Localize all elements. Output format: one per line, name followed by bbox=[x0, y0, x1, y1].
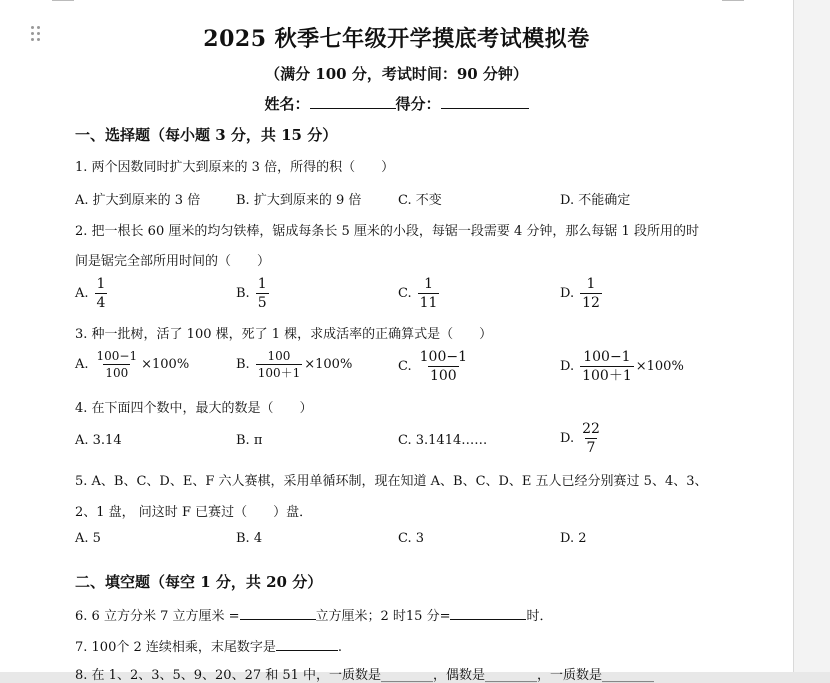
question-5-line-2: 2、1 盘， 问这时 F 已赛过（ ）盘． bbox=[75, 505, 313, 520]
q2-b-fraction bbox=[256, 277, 269, 310]
exam-title: 2025 秋季七年级开学摸底考试模拟卷 bbox=[203, 26, 590, 52]
q3-option-d bbox=[560, 350, 684, 383]
q5-option-d: D. 2 bbox=[560, 531, 587, 546]
question-3: 3. 种一批树，活了 100 棵，死了 1 棵，求成活率的正确算式是（ ） bbox=[75, 327, 493, 342]
q4-option-c: C. 3.1414…… bbox=[398, 433, 488, 448]
q6-part-1: 6. 6 立方分米 7 立方厘米 = bbox=[75, 609, 240, 624]
q4-d-fraction bbox=[580, 422, 602, 455]
q3-c-fraction bbox=[418, 350, 469, 383]
q3-b-numerator: 100 bbox=[267, 349, 291, 363]
q2-option-b bbox=[236, 277, 269, 310]
q3-option-a bbox=[75, 350, 189, 379]
q1-option-a: A. 扩大到原来的 3 倍 bbox=[75, 193, 201, 208]
q4-option-b: B. π bbox=[236, 433, 263, 448]
q5-option-a: A. 5 bbox=[75, 531, 101, 546]
q2-a-fraction bbox=[95, 277, 108, 310]
section-fill-heading: 二、填空题（每空 1 分，共 20 分） bbox=[75, 573, 323, 591]
q2-c-label: C. bbox=[398, 286, 412, 301]
name-blank[interactable] bbox=[310, 94, 396, 109]
q2-b-denominator: 5 bbox=[257, 295, 267, 311]
q2-d-denominator: 12 bbox=[582, 295, 600, 311]
q3-b-percent: ×100% bbox=[304, 357, 353, 372]
question-2-line-1: 2. 把一根长 60 厘米的均匀铁棒，锯成每条长 5 厘米的小段，每锯一段需要 4 分钟，那么每锯 1 段所用的时 bbox=[75, 224, 699, 239]
q5-option-c: C. 3 bbox=[398, 531, 425, 546]
q3-c-denominator: 100 bbox=[429, 368, 457, 384]
question-8-partial: 8. 在 1、2、3、5、9、20、27 和 51 中，一质数是________，偶数是________，一质数是________ bbox=[75, 668, 655, 683]
q3-a-label: A. bbox=[75, 357, 89, 372]
q6-part-2: 立方厘米；2 时15 分= bbox=[315, 609, 451, 624]
q5-option-b: B. 4 bbox=[236, 531, 263, 546]
q2-a-label: A. bbox=[75, 286, 89, 301]
q3-b-fraction bbox=[256, 350, 303, 379]
page-corner-mark-left bbox=[52, 0, 74, 1]
q2-option-c bbox=[398, 277, 439, 310]
q2-b-label: B. bbox=[236, 286, 250, 301]
q7-part-1: 7. 100个 2 连续相乘，末尾数字是 bbox=[75, 640, 276, 655]
q4-d-denominator: 7 bbox=[586, 440, 596, 456]
question-5-line-1: 5. A、B、C、D、E、F 六人赛棋，采用单循环制，现在知道 A、B、C、D、E 五人已经分别赛过 5、4、3、 bbox=[75, 474, 708, 489]
question-7 bbox=[75, 636, 342, 655]
page-corner-mark-right bbox=[722, 0, 744, 1]
name-score-line bbox=[0, 93, 793, 114]
section-choice-heading: 一、选择题（每小题 3 分，共 15 分） bbox=[75, 126, 338, 144]
question-6 bbox=[75, 605, 553, 624]
q1-option-d: D. 不能确定 bbox=[560, 193, 631, 208]
exam-subtitle: （满分 100 分，考试时间：90 分钟） bbox=[265, 65, 528, 83]
q3-a-numerator: 100−1 bbox=[96, 349, 138, 363]
q6-blank-2[interactable] bbox=[450, 605, 526, 620]
q4-d-label: D. bbox=[560, 431, 575, 446]
q7-blank[interactable] bbox=[276, 636, 338, 651]
q3-d-fraction bbox=[580, 350, 634, 383]
q2-option-d bbox=[560, 277, 602, 310]
q2-d-fraction bbox=[580, 277, 602, 310]
q3-c-label: C. bbox=[398, 359, 412, 374]
q3-d-denominator: 100＋1 bbox=[582, 368, 632, 384]
score-label: 得分： bbox=[395, 95, 441, 113]
q3-b-label: B. bbox=[236, 357, 250, 372]
q1-option-c: C. 不变 bbox=[398, 193, 442, 208]
score-blank[interactable] bbox=[441, 94, 529, 109]
q2-b-numerator: 1 bbox=[257, 276, 267, 292]
q2-c-denominator: 11 bbox=[419, 295, 438, 311]
q2-c-fraction bbox=[418, 277, 440, 310]
q2-option-a bbox=[75, 277, 107, 310]
q3-option-c bbox=[398, 350, 469, 383]
question-2-line-2: 间是锯完全部所用时间的（ ） bbox=[75, 254, 271, 269]
q2-a-numerator: 1 bbox=[96, 276, 106, 292]
q7-part-2: . bbox=[337, 640, 343, 655]
q3-option-b bbox=[236, 350, 352, 379]
q3-c-numerator: 100−1 bbox=[419, 349, 467, 365]
q2-d-label: D. bbox=[560, 286, 575, 301]
q3-a-denominator: 100 bbox=[105, 366, 129, 380]
q6-blank-1[interactable] bbox=[240, 605, 316, 620]
q3-d-percent: ×100% bbox=[635, 359, 684, 374]
q3-d-numerator: 100−1 bbox=[583, 349, 631, 365]
right-scroll-panel[interactable] bbox=[793, 0, 830, 672]
q3-a-fraction bbox=[95, 350, 140, 379]
q4-d-numerator: 22 bbox=[582, 421, 600, 437]
name-label: 姓名： bbox=[264, 95, 310, 113]
q3-d-label: D. bbox=[560, 359, 575, 374]
q2-c-numerator: 1 bbox=[424, 276, 433, 292]
q2-d-numerator: 1 bbox=[586, 276, 596, 292]
q4-option-d bbox=[560, 422, 602, 455]
question-4: 4. 在下面四个数中，最大的数是（ ） bbox=[75, 401, 313, 416]
q3-a-percent: ×100% bbox=[141, 357, 190, 372]
q4-option-a: A. 3.14 bbox=[75, 433, 122, 448]
q1-option-b: B. 扩大到原来的 9 倍 bbox=[236, 193, 362, 208]
q6-part-3: 时． bbox=[526, 609, 553, 624]
question-1: 1. 两个因数同时扩大到原来的 3 倍，所得的积（ ） bbox=[75, 160, 395, 175]
q3-b-denominator: 100＋1 bbox=[257, 366, 301, 380]
q2-a-denominator: 4 bbox=[96, 295, 106, 311]
